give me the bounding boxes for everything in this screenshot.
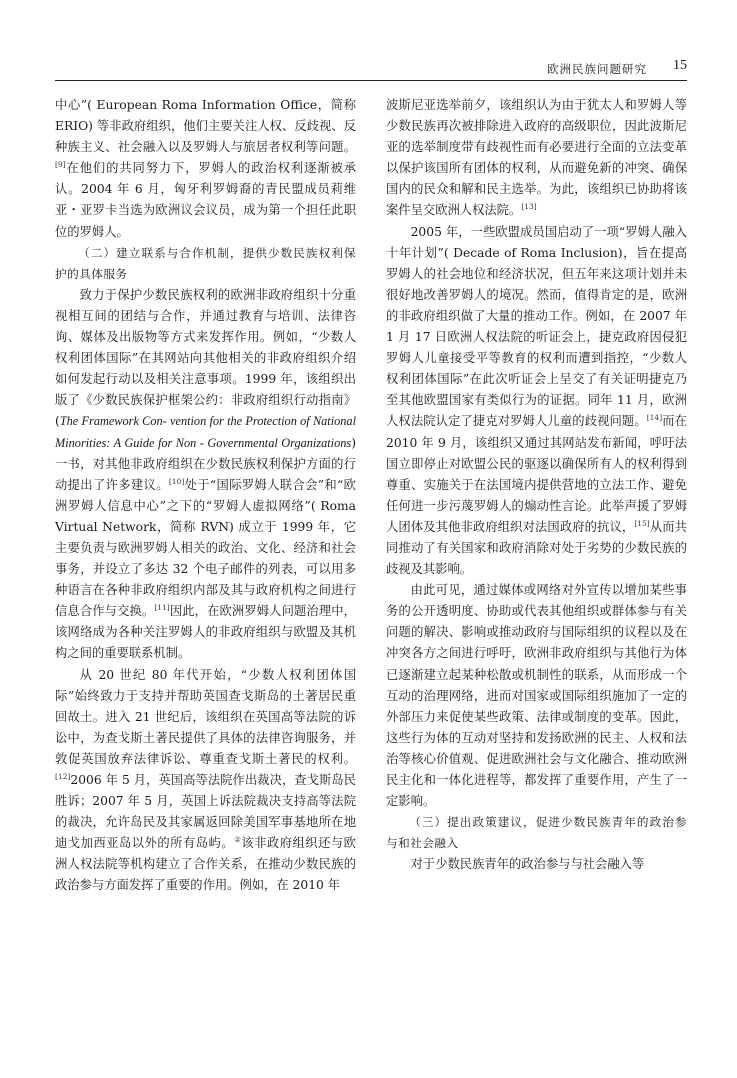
text-run: 由此可见，通过媒体或网络对外宣传以增加某些事务的公开透明度、协助或代表其他组织或群体参与有关问题的解决、影响或推动政府与国际组织的议程以及在冲突各方之间进行呼吁，欧洲非政府组织与其他行为体已逐渐建立起某种松散或机制性的联系，从而形成一个互动的治理网络，进而对国家或国际组织施加了一定的外部压力来促使某些政策、法律或制度的变革。因此，这些行为体的互动对坚持和发扬欧洲的民主、人权和法治等核心价值观、促进欧洲社会与文化融合、推动欧洲民主化和一体化进程等，都发挥了重要作用，产生了一定影响。 [386, 583, 687, 809]
reference-marker: [14] [646, 413, 663, 423]
text-run: 2006 年 5 月，英国高等法院作出裁决，查戈斯岛民胜诉；2007 年 5 月，英国上诉法院裁决支持高等法院的裁决，允许岛民及其家属返回除美国军事基地所在地迪戈加西亚岛以外的所有岛屿。 [55, 773, 356, 851]
left-column [55, 95, 356, 897]
right-column [386, 95, 687, 875]
text-run: 中心”( European Roma Information Office，简称 ERIO) 等非政府组织，他们主要关注人权、反歧视、反种族主义、社会融入以及罗姆人与旅居者权利等问题。 [55, 98, 356, 155]
paragraph [55, 95, 356, 243]
section-subheading [55, 243, 356, 285]
text-run: 从而共同推动了有关国家和政府消除对处于劣势的少数民族的歧视及其影响。 [386, 519, 687, 577]
reference-marker: [10] [168, 476, 185, 486]
book-title-english: The Framework Con- vention for the Protection of National Minorities: A Guide for Non - Governmental Organizations [55, 414, 356, 450]
reference-marker: ② [234, 835, 242, 845]
journal-title: 欧洲民族问题研究 [547, 62, 647, 76]
text-run: 波斯尼亚选举前夕，该组织认为由于犹太人和罗姆人等少数民族再次被排除进入政府的高级职位，因此波斯尼亚的选举制度带有歧视性而有必要进行全面的立法变革以保护该国所有团体的权利，从而避免新的冲突、确保国内的民众和解和民主选举。为此，该组织已协助将该案件呈交欧洲人权法院。 [386, 98, 687, 218]
text-run: 而在 2010 年 9 月，该组织又通过其网站发布新闻，呼吁法国立即停止对欧盟公民的驱逐以确保所有人的权利得到尊重、实施关于在法国境内提供营地的立法工作、避免任何进一步污蔑罗姆人的煽动性言论。此举声援了罗姆人团体及其他非政府组织对法国政府的抗议， [386, 414, 687, 534]
reference-marker: [11] [154, 603, 170, 613]
paragraph [55, 285, 356, 665]
text-run: 2005 年，一些欧盟成员国启动了一项“罗姆人融入十年计划”( Decade of Roma Inclusion)，旨在提高罗姆人的社会地位和经济状况，但五年来这项计划并未很好地改善罗姆人的境况。然而，值得肯定的是，欧洲的非政府组织做了大量的推动工作。例如，在 2007 年 1 月 17 日欧洲人权法院的听证会上，捷克政府因侵犯罗姆人儿童接受平等教育的权利而遭到指控，“少数人权利团体国际”在此次听证会上呈交了有关证明捷克乃至其他欧盟国家有类似行为的证据。同年 11 月，欧洲人权法院认定了捷克对罗姆人儿童的歧视问题。 [386, 224, 687, 429]
text-run: 处于“国际罗姆人联合会”和“欧洲罗姆人信息中心”之下的“罗姆人虚拟网络”( Roma Virtual Network，简称 RVN) 成立于 1999 年，它主要负责与欧洲罗姆人相关的政治、文化、经济和社会事务，并设立了多达 32 个电子邮件的列表，可以用多种语言在各种非政府组织内部及其与政府机构之间进行信息合作与交换。 [55, 477, 356, 619]
text-run: （三）提出政策建议，促进少数民族青年的政治参与和社会融入 [386, 815, 687, 851]
text-run: 致力于保护少数民族权利的欧洲非政府组织十分重视相互间的团结与合作，并通过教育与培训、法律咨询、媒体及出版物等方式来发挥作用。例如，“少数人权利团体国际”在其网站向其他相关的非政府组织介绍如何发起行动以及相关注意事项。1999 年，该组织出版了《少数民族保护框架公约：非政府组织行动指南》( [55, 287, 356, 429]
text-run: （二）建立联系与合作机制，提供少数民族权利保护的具体服务 [55, 245, 356, 281]
paragraph [386, 854, 687, 875]
paragraph [55, 665, 356, 897]
paragraph [386, 222, 687, 581]
running-header [55, 58, 687, 81]
reference-marker: [9] [55, 160, 66, 170]
paragraph [386, 580, 687, 812]
page-number: 15 [673, 58, 687, 73]
text-run: 对于少数民族青年的政治参与与社会融入等 [410, 857, 645, 872]
text-run: 因此，在欧洲罗姆人问题治理中，该网络成为各种关注罗姆人的非政府组织与欧盟及其机构之间的重要联系机制。 [55, 604, 356, 661]
reference-marker: [13] [521, 202, 537, 212]
paragraph [386, 95, 687, 222]
text-run: 从 20 世纪 80 年代开始，“少数人权利团体国际”始终致力于支持并帮助英国查戈斯岛的土著居民重回故土。进入 21 世纪后，该组织在英国高等法院的诉讼中，为查戈斯土著民提供了具体的法律咨询服务，并敦促英国放弃法律诉讼、尊重查戈斯土著民的权利。 [55, 667, 356, 766]
reference-marker: [12] [55, 771, 71, 781]
text-run: ) 一书，对其他非政府组织在少数民族权利保护方面的行动提出了许多建议。 [55, 435, 356, 492]
text-run: 该非政府组织还与欧洲人权法院等机构建立了合作关系，在推动少数民族的政治参与方面发挥了重要的作用。例如，在 2010 年 [55, 836, 356, 893]
reference-marker: [15] [634, 518, 650, 528]
text-run: 在他们的共同努力下，罗姆人的政治权利逐渐被承认。2004 年 6 月，匈牙利罗姆裔的青民盟成员莉维亚・亚罗卡当选为欧洲议会议员，成为第一个担任此职位的罗姆人。 [55, 161, 356, 239]
section-subheading [386, 812, 687, 854]
